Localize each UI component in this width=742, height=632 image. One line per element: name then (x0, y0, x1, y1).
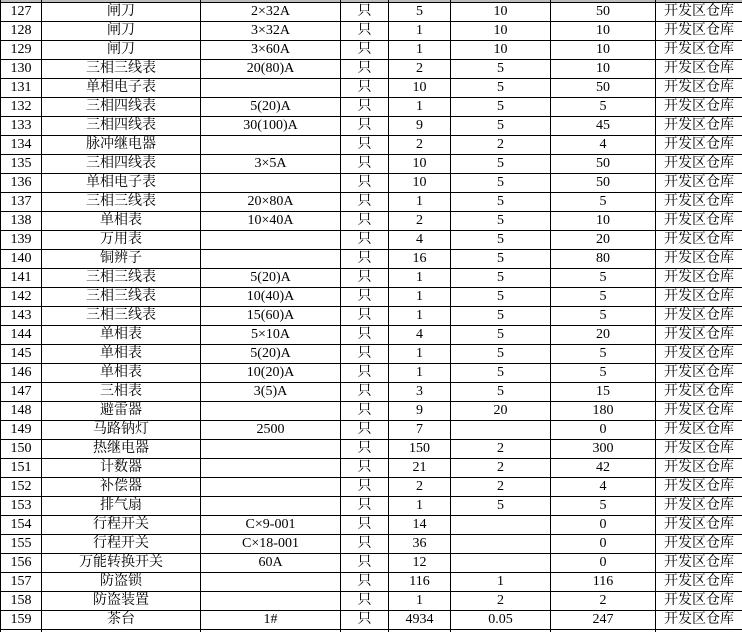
cell-unit-price[interactable]: 2 (451, 136, 551, 155)
cell-unit[interactable]: 只 (341, 174, 389, 193)
cell-specification[interactable] (201, 592, 341, 611)
cell-storage-location[interactable]: 开发区仓库 (656, 269, 742, 288)
cell-unit-price[interactable]: 5 (451, 231, 551, 250)
table-row (1, 3, 742, 22)
cell-storage-location[interactable]: 开发区仓库 (656, 326, 742, 345)
cell-storage-location[interactable]: 开发区仓库 (656, 117, 742, 136)
cell-row-number[interactable]: 155 (1, 535, 42, 554)
table-row (1, 383, 742, 402)
cell-row-number[interactable]: 134 (1, 136, 42, 155)
cell-unit[interactable]: 只 (341, 459, 389, 478)
cell-unit-price[interactable]: 2 (451, 459, 551, 478)
table-row (1, 364, 742, 383)
cell-storage-location[interactable]: 开发区仓库 (656, 478, 742, 497)
cell-quantity[interactable]: 10 (389, 79, 451, 98)
cell-quantity[interactable]: 1 (389, 307, 451, 326)
table-row (1, 535, 742, 554)
cell-quantity[interactable]: 1 (389, 98, 451, 117)
cell-unit[interactable]: 只 (341, 231, 389, 250)
cell-quantity[interactable]: 3 (389, 383, 451, 402)
cell-specification[interactable] (201, 573, 341, 592)
cell-unit-price[interactable]: 10 (451, 3, 551, 22)
cell-specification[interactable] (201, 136, 341, 155)
cell-storage-location[interactable]: 开发区仓库 (656, 79, 742, 98)
cell-quantity[interactable]: 4 (389, 231, 451, 250)
cell-item-name[interactable]: 茶台 (42, 611, 201, 630)
cell-item-name[interactable]: 三相四线表 (42, 117, 201, 136)
cell-item-name[interactable]: 三相三线表 (42, 60, 201, 79)
cell-amount[interactable]: 42 (551, 459, 656, 478)
cell-specification[interactable]: 10(40)A (201, 288, 341, 307)
cell-storage-location[interactable]: 开发区仓库 (656, 383, 742, 402)
cell-storage-location[interactable]: 开发区仓库 (656, 174, 742, 193)
cell-storage-location[interactable]: 开发区仓库 (656, 307, 742, 326)
cell-specification[interactable]: C×9-001 (201, 516, 341, 535)
cell-unit-price[interactable]: 5 (451, 212, 551, 231)
cell-unit[interactable]: 只 (341, 478, 389, 497)
cell-unit[interactable]: 只 (341, 440, 389, 459)
table-row (1, 212, 742, 231)
table-row (1, 60, 742, 79)
cell-amount[interactable]: 5 (551, 345, 656, 364)
cell-specification[interactable] (201, 79, 341, 98)
cell-quantity[interactable]: 12 (389, 554, 451, 573)
cell-row-number[interactable]: 150 (1, 440, 42, 459)
cell-storage-location[interactable]: 开发区仓库 (656, 98, 742, 117)
cell-unit-price[interactable]: 5 (451, 117, 551, 136)
cell-item-name[interactable]: 单相表 (42, 364, 201, 383)
cell-row-number[interactable]: 139 (1, 231, 42, 250)
cell-unit-price[interactable]: 5 (451, 345, 551, 364)
table-row (1, 117, 742, 136)
cell-item-name[interactable]: 闸刀 (42, 3, 201, 22)
cell-unit-price[interactable]: 5 (451, 288, 551, 307)
cell-amount[interactable]: 5 (551, 269, 656, 288)
cell-specification[interactable]: 15(60)A (201, 307, 341, 326)
cell-amount[interactable]: 300 (551, 440, 656, 459)
cell-unit[interactable]: 只 (341, 193, 389, 212)
table-row (1, 98, 742, 117)
cell-item-name[interactable]: 脉冲继电器 (42, 136, 201, 155)
table-row (1, 611, 742, 630)
cell-quantity[interactable]: 1 (389, 288, 451, 307)
cell-storage-location[interactable]: 开发区仓库 (656, 554, 742, 573)
cell-item-name[interactable]: 万用表 (42, 231, 201, 250)
cell-quantity[interactable]: 2 (389, 136, 451, 155)
cell-unit-price[interactable]: 5 (451, 269, 551, 288)
cell-quantity[interactable]: 1 (389, 41, 451, 60)
cell-item-name[interactable]: 防盗装置 (42, 592, 201, 611)
cell-item-name[interactable]: 防盗锁 (42, 573, 201, 592)
cell-unit-price[interactable] (451, 554, 551, 573)
cell-unit-price[interactable]: 5 (451, 383, 551, 402)
table-row (1, 592, 742, 611)
cell-unit-price[interactable]: 20 (451, 402, 551, 421)
cell-storage-location[interactable]: 开发区仓库 (656, 440, 742, 459)
cell-amount[interactable]: 5 (551, 288, 656, 307)
cell-specification[interactable] (201, 231, 341, 250)
table-row (1, 459, 742, 478)
cell-storage-location[interactable]: 开发区仓库 (656, 3, 742, 22)
cell-amount[interactable]: 5 (551, 364, 656, 383)
cell-unit-price[interactable] (451, 535, 551, 554)
cell-amount[interactable]: 2 (551, 592, 656, 611)
cell-specification[interactable]: 5(20)A (201, 345, 341, 364)
cell-item-name[interactable]: 行程开关 (42, 535, 201, 554)
cell-storage-location[interactable]: 开发区仓库 (656, 193, 742, 212)
cell-unit-price[interactable]: 2 (451, 440, 551, 459)
table-row (1, 497, 742, 516)
cell-unit-price[interactable] (451, 421, 551, 440)
cell-storage-location[interactable]: 开发区仓库 (656, 497, 742, 516)
cell-quantity[interactable]: 1 (389, 193, 451, 212)
cell-amount[interactable]: 80 (551, 250, 656, 269)
cell-specification[interactable] (201, 478, 341, 497)
cell-specification[interactable]: 2500 (201, 421, 341, 440)
cell-unit[interactable]: 只 (341, 535, 389, 554)
cell-item-name[interactable]: 行程开关 (42, 516, 201, 535)
cell-amount[interactable]: 5 (551, 98, 656, 117)
cell-quantity[interactable]: 1 (389, 364, 451, 383)
cell-amount[interactable]: 5 (551, 193, 656, 212)
cell-amount[interactable]: 4 (551, 136, 656, 155)
cell-unit[interactable]: 只 (341, 402, 389, 421)
cell-unit-price[interactable]: 0.05 (451, 611, 551, 630)
cell-unit[interactable]: 只 (341, 326, 389, 345)
cell-unit[interactable]: 只 (341, 288, 389, 307)
cell-row-number[interactable]: 138 (1, 212, 42, 231)
cell-item-name[interactable]: 单相电子表 (42, 174, 201, 193)
cell-specification[interactable]: 5(20)A (201, 98, 341, 117)
cell-unit-price[interactable]: 1 (451, 573, 551, 592)
cell-amount[interactable]: 10 (551, 22, 656, 41)
cell-row-number[interactable]: 156 (1, 554, 42, 573)
table-row (1, 136, 742, 155)
cell-item-name[interactable]: 单相表 (42, 345, 201, 364)
table-row (1, 269, 742, 288)
cell-unit[interactable]: 只 (341, 98, 389, 117)
cell-unit-price[interactable]: 5 (451, 250, 551, 269)
cell-storage-location[interactable]: 开发区仓库 (656, 459, 742, 478)
cell-quantity[interactable]: 7 (389, 421, 451, 440)
cell-row-number[interactable]: 136 (1, 174, 42, 193)
cell-specification[interactable]: 30(100)A (201, 117, 341, 136)
cell-unit[interactable]: 只 (341, 497, 389, 516)
cell-item-name[interactable]: 三相三线表 (42, 269, 201, 288)
cell-row-number[interactable]: 129 (1, 41, 42, 60)
cell-quantity[interactable]: 21 (389, 459, 451, 478)
cell-specification[interactable] (201, 497, 341, 516)
cell-amount[interactable]: 50 (551, 174, 656, 193)
cell-storage-location[interactable]: 开发区仓库 (656, 155, 742, 174)
cell-row-number[interactable]: 148 (1, 402, 42, 421)
cell-item-name[interactable]: 三相表 (42, 383, 201, 402)
table-row (1, 554, 742, 573)
cell-item-name[interactable]: 万能转换开关 (42, 554, 201, 573)
cell-item-name[interactable]: 单相表 (42, 212, 201, 231)
cell-item-name[interactable]: 避雷器 (42, 402, 201, 421)
cell-row-number[interactable]: 145 (1, 345, 42, 364)
cell-row-number[interactable]: 154 (1, 516, 42, 535)
cell-row-number[interactable]: 137 (1, 193, 42, 212)
cell-specification[interactable]: 3×5A (201, 155, 341, 174)
cell-quantity[interactable]: 9 (389, 117, 451, 136)
table-row (1, 516, 742, 535)
cell-unit[interactable]: 只 (341, 554, 389, 573)
cell-specification[interactable]: 3×60A (201, 41, 341, 60)
table-row (1, 478, 742, 497)
cell-specification[interactable]: 1# (201, 611, 341, 630)
cell-specification[interactable]: 3×32A (201, 22, 341, 41)
cell-quantity[interactable]: 1 (389, 497, 451, 516)
cell-amount[interactable]: 0 (551, 535, 656, 554)
cell-amount[interactable]: 20 (551, 326, 656, 345)
cell-unit-price[interactable]: 2 (451, 478, 551, 497)
cell-quantity[interactable]: 2 (389, 478, 451, 497)
cell-row-number[interactable]: 140 (1, 250, 42, 269)
cell-specification[interactable]: 60A (201, 554, 341, 573)
cell-specification[interactable] (201, 440, 341, 459)
cell-item-name[interactable]: 单相电子表 (42, 79, 201, 98)
cell-storage-location[interactable]: 开发区仓库 (656, 41, 742, 60)
cell-amount[interactable]: 15 (551, 383, 656, 402)
cell-unit[interactable]: 只 (341, 41, 389, 60)
cell-item-name[interactable]: 铜辨子 (42, 250, 201, 269)
cell-unit-price[interactable] (451, 516, 551, 535)
table-row (1, 326, 742, 345)
cell-amount[interactable]: 45 (551, 117, 656, 136)
cell-row-number[interactable]: 158 (1, 592, 42, 611)
cell-quantity[interactable]: 4 (389, 326, 451, 345)
cell-unit-price[interactable]: 5 (451, 60, 551, 79)
cell-quantity[interactable]: 1 (389, 22, 451, 41)
cell-row-number[interactable]: 144 (1, 326, 42, 345)
cell-row-number[interactable]: 127 (1, 3, 42, 22)
cell-unit-price[interactable]: 5 (451, 174, 551, 193)
cell-storage-location[interactable]: 开发区仓库 (656, 212, 742, 231)
cell-unit[interactable]: 只 (341, 611, 389, 630)
cell-quantity[interactable]: 1 (389, 269, 451, 288)
cell-item-name[interactable]: 热继电器 (42, 440, 201, 459)
cell-unit[interactable]: 只 (341, 345, 389, 364)
cell-quantity[interactable]: 116 (389, 573, 451, 592)
cell-row-number[interactable]: 128 (1, 22, 42, 41)
cell-item-name[interactable]: 三相四线表 (42, 98, 201, 117)
cell-unit[interactable]: 只 (341, 364, 389, 383)
cell-storage-location[interactable]: 开发区仓库 (656, 611, 742, 630)
cell-amount[interactable]: 4 (551, 478, 656, 497)
cell-unit-price[interactable]: 5 (451, 326, 551, 345)
cell-unit[interactable]: 只 (341, 573, 389, 592)
table-row (1, 345, 742, 364)
cell-unit[interactable]: 只 (341, 79, 389, 98)
cell-unit[interactable]: 只 (341, 60, 389, 79)
cell-item-name[interactable]: 马路钠灯 (42, 421, 201, 440)
cell-amount[interactable]: 247 (551, 611, 656, 630)
cell-row-number[interactable]: 133 (1, 117, 42, 136)
cell-quantity[interactable]: 5 (389, 3, 451, 22)
cell-unit-price[interactable]: 5 (451, 155, 551, 174)
cell-item-name[interactable]: 闸刀 (42, 22, 201, 41)
cell-unit[interactable]: 只 (341, 136, 389, 155)
cell-item-name[interactable]: 三相三线表 (42, 193, 201, 212)
cell-row-number[interactable]: 146 (1, 364, 42, 383)
table-row (1, 22, 742, 41)
cell-amount[interactable]: 50 (551, 155, 656, 174)
cell-storage-location[interactable]: 开发区仓库 (656, 250, 742, 269)
cell-storage-location[interactable]: 开发区仓库 (656, 421, 742, 440)
cell-storage-location[interactable]: 开发区仓库 (656, 573, 742, 592)
cell-item-name[interactable]: 三相三线表 (42, 288, 201, 307)
cell-row-number[interactable]: 153 (1, 497, 42, 516)
cell-storage-location[interactable]: 开发区仓库 (656, 402, 742, 421)
cell-unit-price[interactable]: 10 (451, 22, 551, 41)
cell-specification[interactable]: 5(20)A (201, 269, 341, 288)
cell-unit[interactable]: 只 (341, 383, 389, 402)
cell-row-number[interactable]: 159 (1, 611, 42, 630)
cell-specification[interactable]: 3(5)A (201, 383, 341, 402)
cell-row-number[interactable]: 147 (1, 383, 42, 402)
cell-unit-price[interactable]: 5 (451, 79, 551, 98)
cell-unit[interactable]: 只 (341, 22, 389, 41)
cell-quantity[interactable]: 4934 (389, 611, 451, 630)
cell-specification[interactable] (201, 250, 341, 269)
cell-quantity[interactable]: 1 (389, 345, 451, 364)
cell-specification[interactable] (201, 402, 341, 421)
cell-unit-price[interactable]: 5 (451, 98, 551, 117)
cell-unit[interactable]: 只 (341, 3, 389, 22)
cell-row-number[interactable]: 149 (1, 421, 42, 440)
cell-unit-price[interactable]: 5 (451, 364, 551, 383)
cell-specification[interactable]: 10(20)A (201, 364, 341, 383)
cell-quantity[interactable]: 2 (389, 60, 451, 79)
cell-amount[interactable]: 0 (551, 554, 656, 573)
cell-row-number[interactable]: 141 (1, 269, 42, 288)
cell-storage-location[interactable]: 开发区仓库 (656, 516, 742, 535)
cell-unit[interactable]: 只 (341, 592, 389, 611)
cell-item-name[interactable]: 三相四线表 (42, 155, 201, 174)
cell-storage-location[interactable]: 开发区仓库 (656, 535, 742, 554)
cell-row-number[interactable]: 132 (1, 98, 42, 117)
cell-amount[interactable]: 180 (551, 402, 656, 421)
cell-unit[interactable]: 只 (341, 307, 389, 326)
cell-row-number[interactable]: 130 (1, 60, 42, 79)
table-row (1, 193, 742, 212)
cell-amount[interactable]: 10 (551, 60, 656, 79)
cell-amount[interactable]: 5 (551, 307, 656, 326)
cell-storage-location[interactable]: 开发区仓库 (656, 345, 742, 364)
cell-storage-location[interactable]: 开发区仓库 (656, 60, 742, 79)
cell-quantity[interactable]: 2 (389, 212, 451, 231)
cell-item-name[interactable]: 闸刀 (42, 41, 201, 60)
cell-unit[interactable]: 只 (341, 516, 389, 535)
cell-specification[interactable]: 20(80)A (201, 60, 341, 79)
cell-item-name[interactable]: 单相表 (42, 326, 201, 345)
cell-unit[interactable]: 只 (341, 421, 389, 440)
cell-quantity[interactable]: 10 (389, 155, 451, 174)
cell-specification[interactable]: 2×32A (201, 3, 341, 22)
cell-quantity[interactable]: 14 (389, 516, 451, 535)
cell-item-name[interactable]: 排气扇 (42, 497, 201, 516)
cell-amount[interactable]: 50 (551, 3, 656, 22)
cell-item-name[interactable]: 三相三线表 (42, 307, 201, 326)
table-row (1, 288, 742, 307)
cell-storage-location[interactable]: 开发区仓库 (656, 364, 742, 383)
cell-quantity[interactable]: 9 (389, 402, 451, 421)
cell-specification[interactable]: C×18-001 (201, 535, 341, 554)
cell-amount[interactable]: 10 (551, 212, 656, 231)
cell-storage-location[interactable]: 开发区仓库 (656, 22, 742, 41)
cell-unit[interactable]: 只 (341, 269, 389, 288)
cell-row-number[interactable]: 151 (1, 459, 42, 478)
table-row (1, 573, 742, 592)
cell-unit[interactable]: 只 (341, 250, 389, 269)
cell-storage-location[interactable]: 开发区仓库 (656, 288, 742, 307)
cell-item-name[interactable]: 计数器 (42, 459, 201, 478)
table-row (1, 250, 742, 269)
table-row (1, 307, 742, 326)
cell-row-number[interactable]: 135 (1, 155, 42, 174)
cell-row-number[interactable]: 143 (1, 307, 42, 326)
cell-amount[interactable]: 50 (551, 79, 656, 98)
cell-specification[interactable] (201, 459, 341, 478)
cell-amount[interactable]: 10 (551, 41, 656, 60)
cell-unit-price[interactable]: 5 (451, 497, 551, 516)
cell-quantity[interactable]: 36 (389, 535, 451, 554)
inventory-table-body (1, 0, 742, 632)
cell-amount[interactable]: 116 (551, 573, 656, 592)
cell-quantity[interactable]: 150 (389, 440, 451, 459)
cell-row-number[interactable]: 152 (1, 478, 42, 497)
cell-quantity[interactable]: 1 (389, 592, 451, 611)
cell-unit[interactable]: 只 (341, 117, 389, 136)
table-row (1, 231, 742, 250)
cell-specification[interactable]: 20×80A (201, 193, 341, 212)
cell-specification[interactable]: 10×40A (201, 212, 341, 231)
cell-quantity[interactable]: 10 (389, 174, 451, 193)
cell-row-number[interactable]: 157 (1, 573, 42, 592)
cell-row-number[interactable]: 131 (1, 79, 42, 98)
cell-specification[interactable] (201, 174, 341, 193)
table-row (1, 41, 742, 60)
table-row (1, 79, 742, 98)
cell-amount[interactable]: 0 (551, 516, 656, 535)
cell-unit-price[interactable]: 5 (451, 307, 551, 326)
cell-unit-price[interactable]: 2 (451, 592, 551, 611)
cell-specification[interactable]: 5×10A (201, 326, 341, 345)
cell-storage-location[interactable]: 开发区仓库 (656, 231, 742, 250)
cell-amount[interactable]: 20 (551, 231, 656, 250)
cell-item-name[interactable]: 补偿器 (42, 478, 201, 497)
table-row (1, 155, 742, 174)
table-row (1, 402, 742, 421)
cell-unit[interactable]: 只 (341, 212, 389, 231)
cell-storage-location[interactable]: 开发区仓库 (656, 592, 742, 611)
cell-amount[interactable]: 0 (551, 421, 656, 440)
table-row (1, 440, 742, 459)
table-row (1, 174, 742, 193)
cell-unit-price[interactable]: 10 (451, 41, 551, 60)
cell-row-number[interactable]: 142 (1, 288, 42, 307)
cell-unit[interactable]: 只 (341, 155, 389, 174)
table-row (1, 421, 742, 440)
cell-quantity[interactable]: 16 (389, 250, 451, 269)
cell-amount[interactable]: 5 (551, 497, 656, 516)
cell-unit-price[interactable]: 5 (451, 193, 551, 212)
cell-storage-location[interactable]: 开发区仓库 (656, 136, 742, 155)
